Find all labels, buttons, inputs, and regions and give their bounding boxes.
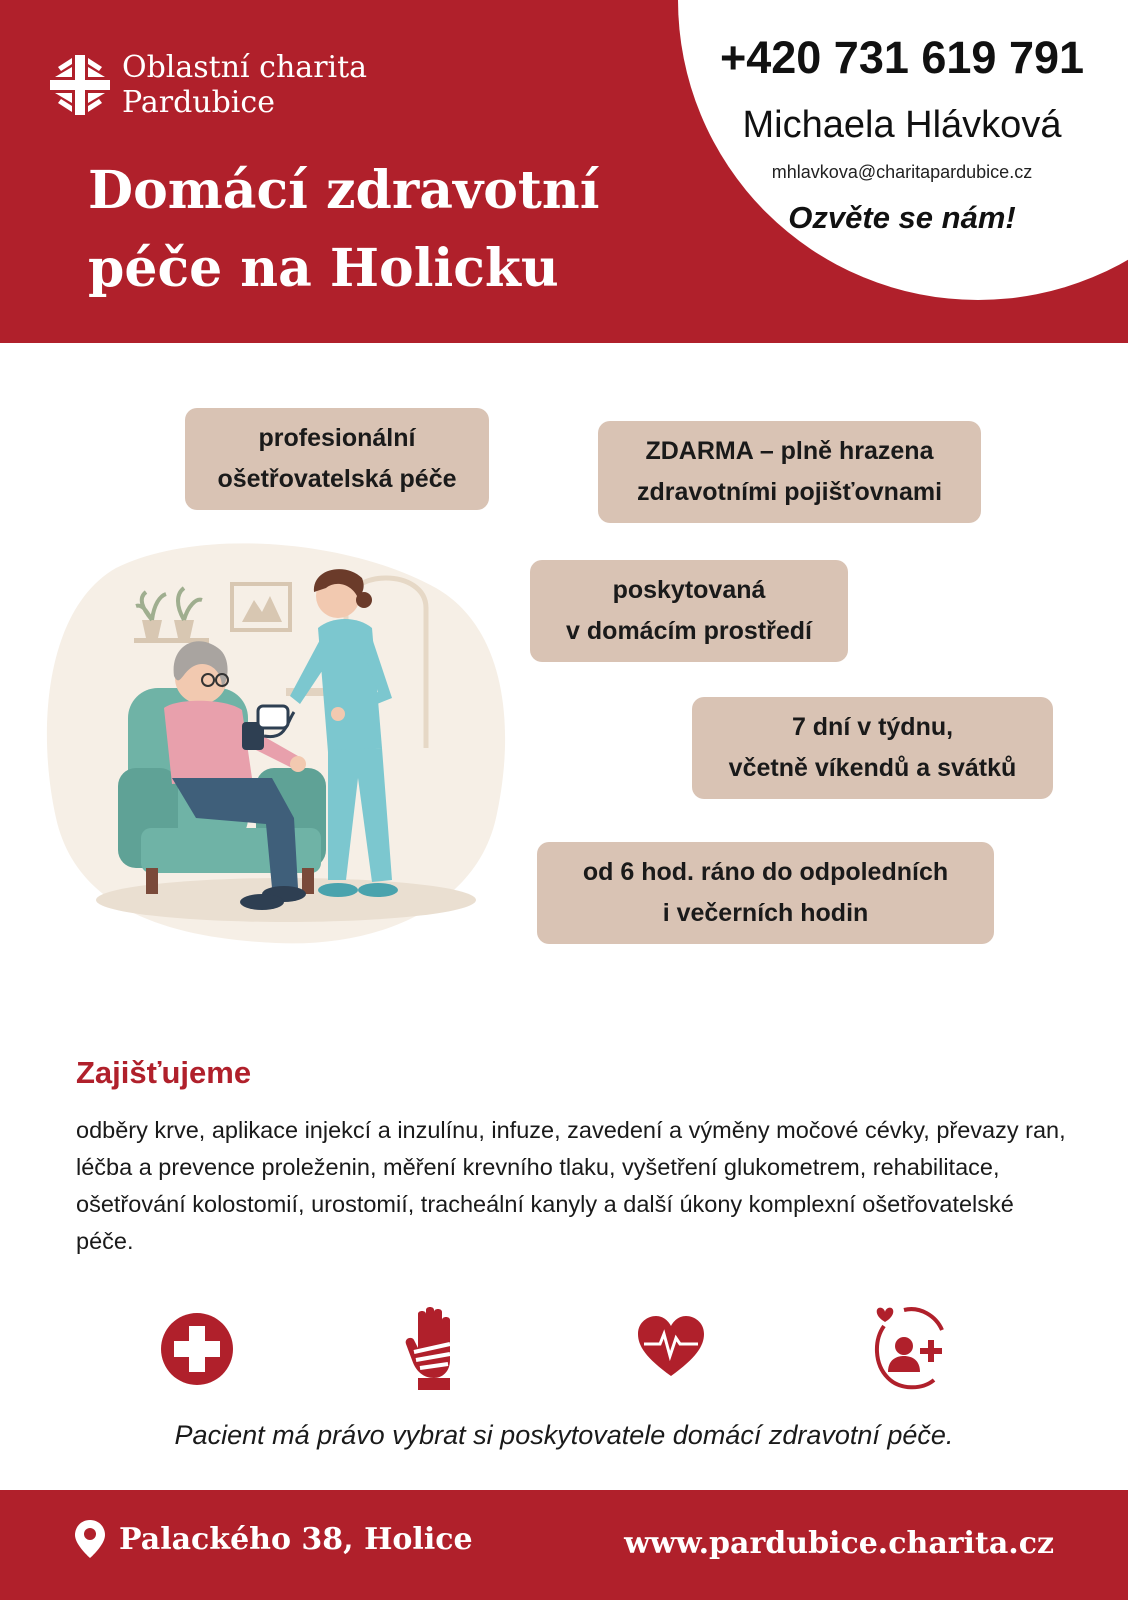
caritas-cross-icon xyxy=(50,55,110,115)
tagline: Pacient má právo vybrat si poskytovatele domácí zdravotní péče. xyxy=(174,1420,954,1450)
footer-address xyxy=(75,1520,473,1558)
feature-line: zdravotními pojišťovnami xyxy=(636,478,943,506)
feature-home-environment xyxy=(530,560,848,662)
feature-free-insurance xyxy=(598,421,981,523)
services-text: odběry krve, aplikace injekcí a inzulínu, infuze, zavedení a výměny močové cévky, převazy ran, léčba a prevence proleženin, měření krevního tlaku, vyšetření glukometrem, rehabilitace, ošetřování kolostomií, urostomií, tracheální kanyly a další úkony komplexní ošetřovatelské péče. xyxy=(76,1117,1066,1254)
feature-line: v domácím prostředí xyxy=(566,617,812,645)
feature-hours xyxy=(537,842,994,944)
patient-care-icon xyxy=(870,1306,950,1392)
contact-cta: Ozvěte se nám! xyxy=(788,200,1016,235)
contact-phone[interactable]: +420 731 619 791 xyxy=(719,32,1085,83)
nurse-patient-illustration xyxy=(46,528,516,958)
feature-line: 7 dní v týdnu, xyxy=(791,713,954,741)
location-pin-icon xyxy=(75,1520,105,1558)
address-text: Palackého 38, Holice xyxy=(119,1521,473,1557)
contact-name: Michaela Hlávková xyxy=(742,104,1062,146)
feature-line: od 6 hod. ráno do odpoledních xyxy=(582,858,949,886)
title-line1: Domácí zdravotní xyxy=(88,160,600,221)
org-name-line1: Oblastní charita xyxy=(122,50,368,85)
feature-line: profesionální xyxy=(258,424,416,452)
footer-banner xyxy=(0,1490,1128,1600)
org-name-line2: Pardubice xyxy=(122,85,275,120)
org-name xyxy=(122,50,367,120)
header-banner xyxy=(0,0,1128,343)
feature-line: i večerních hodin xyxy=(662,899,869,927)
contact-email[interactable]: mhlavkova@charitapardubice.cz xyxy=(771,162,1033,182)
website-link[interactable]: www.pardubice.charita.cz xyxy=(624,1526,1054,1561)
org-logo xyxy=(50,50,367,120)
title-line2: péče na Holicku xyxy=(88,238,559,299)
bandaged-hand-icon xyxy=(404,1306,464,1392)
feature-line: včetně víkendů a svátků xyxy=(728,754,1017,782)
medical-cross-icon xyxy=(160,1306,234,1392)
feature-seven-days xyxy=(692,697,1053,799)
heart-pulse-icon xyxy=(636,1306,706,1392)
feature-line: poskytovaná xyxy=(612,576,766,604)
feature-professional-care xyxy=(185,408,489,510)
feature-line: ZDARMA – plně hrazena xyxy=(645,437,934,465)
page-title xyxy=(88,152,599,308)
services-heading: Zajišťujeme xyxy=(76,1055,252,1090)
feature-line: ošetřovatelská péče xyxy=(217,465,457,493)
